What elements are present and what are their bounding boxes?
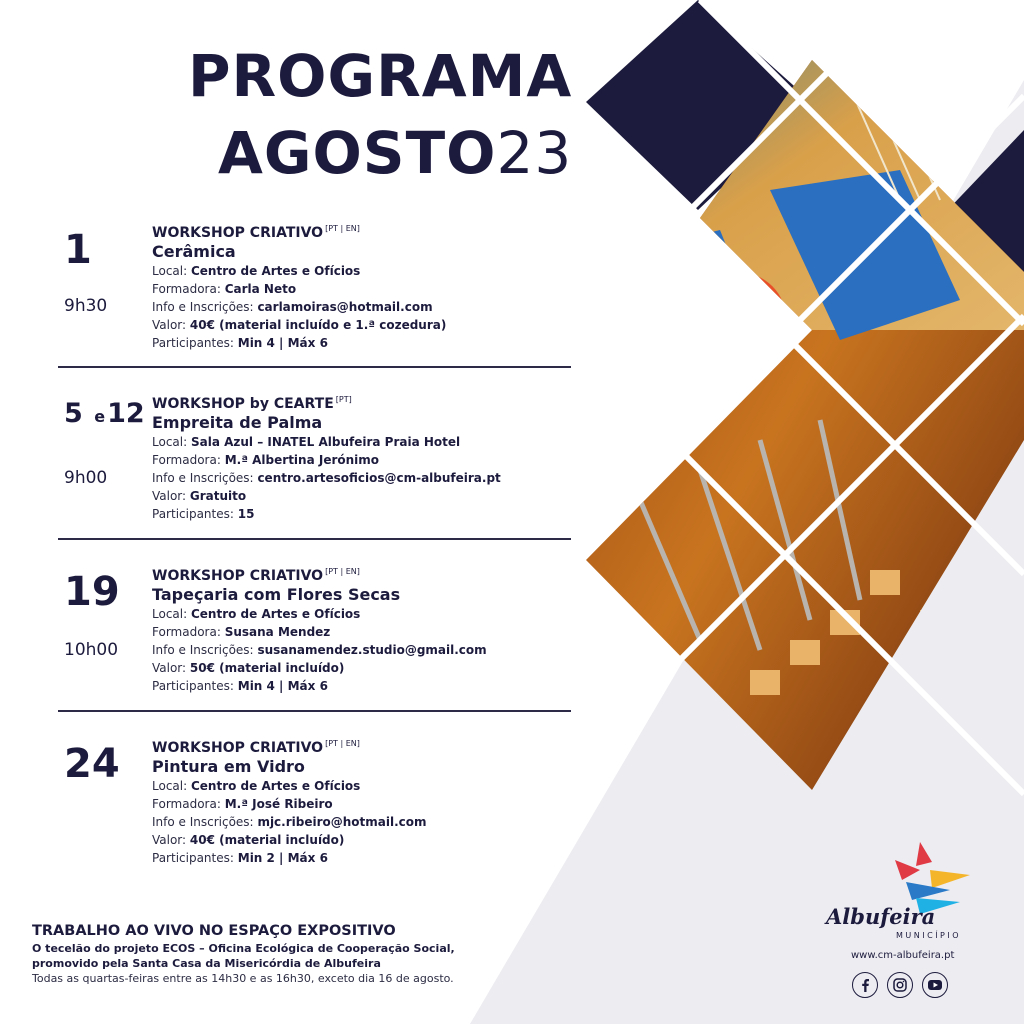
event-name: Tapeçaria com Flores Secas: [152, 585, 401, 604]
event-type: [152, 220, 582, 242]
local-value: Centro de Artes e Ofícios: [190, 779, 361, 793]
divider: [58, 710, 571, 712]
divider: [58, 366, 571, 368]
price-value: 40€ (material incluído): [189, 833, 345, 847]
trainer-value: M.ª Albertina Jerónimo: [224, 453, 380, 467]
event-trainer: [152, 623, 582, 641]
event-price: [152, 659, 582, 677]
participants-value: Min 2 | Máx 6: [237, 851, 328, 865]
event-info: [152, 469, 582, 487]
trainer-label: Formadora:: [152, 453, 221, 467]
instagram-icon[interactable]: [887, 972, 913, 998]
weaving-photo-grid: [560, 0, 1024, 800]
facebook-icon[interactable]: [852, 972, 878, 998]
price-label: Valor:: [152, 489, 187, 503]
event-type-label: WORKSHOP by CEARTE: [152, 396, 334, 412]
event-time: 9h30: [64, 296, 108, 316]
event-day: 19: [64, 569, 120, 615]
event-price: [152, 316, 582, 334]
participants-label: Participantes:: [152, 336, 234, 350]
footer: [32, 922, 592, 986]
event-day-separator: e: [94, 407, 106, 426]
event-day: [64, 392, 145, 439]
divider: [58, 538, 571, 540]
event-type-label: WORKSHOP CRIATIVO: [152, 225, 324, 241]
logo-subtitle: MUNICÍPIO: [896, 931, 962, 940]
participants-value: Min 4 | Máx 6: [237, 679, 328, 693]
event-price: [152, 487, 582, 505]
price-label: Valor:: [152, 318, 187, 332]
event-trainer: [152, 451, 582, 469]
footer-description-2: promovido pela Santa Casa da Misericórdia de Albufeira: [32, 957, 381, 970]
event-time: 9h00: [64, 468, 108, 488]
event-languages: [PT | EN]: [325, 739, 360, 748]
local-label: Local:: [152, 607, 188, 621]
event-trainer: [152, 280, 582, 298]
trainer-value: M.ª José Ribeiro: [224, 797, 333, 811]
page-title-line1: PROGRAMA: [188, 42, 573, 110]
trainer-value: Carla Neto: [224, 282, 297, 296]
event-languages: [PT]: [335, 395, 352, 404]
event-languages: [PT | EN]: [325, 567, 360, 576]
event-details: [152, 735, 582, 867]
youtube-icon[interactable]: [922, 972, 948, 998]
price-value: 40€ (material incluído e 1.ª cozedura): [189, 318, 447, 332]
event-local: [152, 433, 582, 451]
local-label: Local:: [152, 264, 188, 278]
event-type: [152, 735, 582, 757]
local-label: Local:: [152, 435, 188, 449]
event-price: [152, 831, 582, 849]
event-local: [152, 262, 582, 280]
info-email[interactable]: carlamoiras@hotmail.com: [257, 300, 433, 314]
event-languages: [PT | EN]: [325, 224, 360, 233]
footer-title: TRABALHO AO VIVO NO ESPAÇO EXPOSITIVO: [32, 923, 396, 939]
title-year: 23: [496, 119, 573, 187]
event-day-end: 12: [107, 398, 145, 429]
footer-note: Todas as quartas-feiras entre as 14h30 e as 16h30, exceto dia 16 de agosto.: [32, 972, 454, 985]
trainer-label: Formadora:: [152, 625, 221, 639]
participants-label: Participantes:: [152, 851, 234, 865]
event-participants: [152, 334, 582, 352]
event-day: 1: [64, 227, 92, 273]
event-details: [152, 563, 582, 695]
event-type: [152, 563, 582, 585]
event-local: [152, 777, 582, 795]
logo-name: Albufeira: [826, 904, 936, 929]
local-value: Centro de Artes e Ofícios: [190, 264, 361, 278]
event-local: [152, 605, 582, 623]
info-email[interactable]: susanamendez.studio@gmail.com: [257, 643, 487, 657]
info-label: Info e Inscrições:: [152, 471, 254, 485]
event-day-start: 5: [64, 398, 83, 429]
info-label: Info e Inscrições:: [152, 815, 254, 829]
info-email[interactable]: centro.artesoficios@cm-albufeira.pt: [257, 471, 501, 485]
event-info: [152, 641, 582, 659]
event-info: [152, 813, 582, 831]
price-label: Valor:: [152, 661, 187, 675]
event-name: Empreita de Palma: [152, 413, 323, 432]
event-name: Pintura em Vidro: [152, 757, 305, 776]
info-label: Info e Inscrições:: [152, 643, 254, 657]
info-label: Info e Inscrições:: [152, 300, 254, 314]
event-participants: [152, 505, 582, 523]
event-time: 10h00: [64, 640, 119, 660]
event-type-label: WORKSHOP CRIATIVO: [152, 740, 324, 756]
event-name: Cerâmica: [152, 242, 236, 261]
info-email[interactable]: mjc.ribeiro@hotmail.com: [257, 815, 427, 829]
event-trainer: [152, 795, 582, 813]
event-participants: [152, 677, 582, 695]
event-details: [152, 391, 582, 523]
trainer-label: Formadora:: [152, 797, 221, 811]
event-type: [152, 391, 582, 413]
trainer-label: Formadora:: [152, 282, 221, 296]
page-title-line2: [218, 121, 572, 185]
participants-value: 15: [237, 507, 255, 521]
participants-value: Min 4 | Máx 6: [237, 336, 328, 350]
trainer-value: Susana Mendez: [224, 625, 331, 639]
price-value: 50€ (material incluído): [189, 661, 345, 675]
footer-description-1: O tecelão do projeto ECOS – Oficina Ecológica de Cooperação Social,: [32, 942, 455, 955]
website-link[interactable]: www.cm-albufeira.pt: [851, 950, 955, 961]
event-details: [152, 220, 582, 352]
price-label: Valor:: [152, 833, 187, 847]
local-value: Sala Azul – INATEL Albufeira Praia Hotel: [190, 435, 461, 449]
local-label: Local:: [152, 779, 188, 793]
price-value: Gratuito: [189, 489, 247, 503]
title-month: AGOSTO: [218, 119, 497, 187]
event-day: 24: [64, 741, 120, 787]
local-value: Centro de Artes e Ofícios: [190, 607, 361, 621]
event-participants: [152, 849, 582, 867]
participants-label: Participantes:: [152, 507, 234, 521]
participants-label: Participantes:: [152, 679, 234, 693]
event-type-label: WORKSHOP CRIATIVO: [152, 568, 324, 584]
event-info: [152, 298, 582, 316]
